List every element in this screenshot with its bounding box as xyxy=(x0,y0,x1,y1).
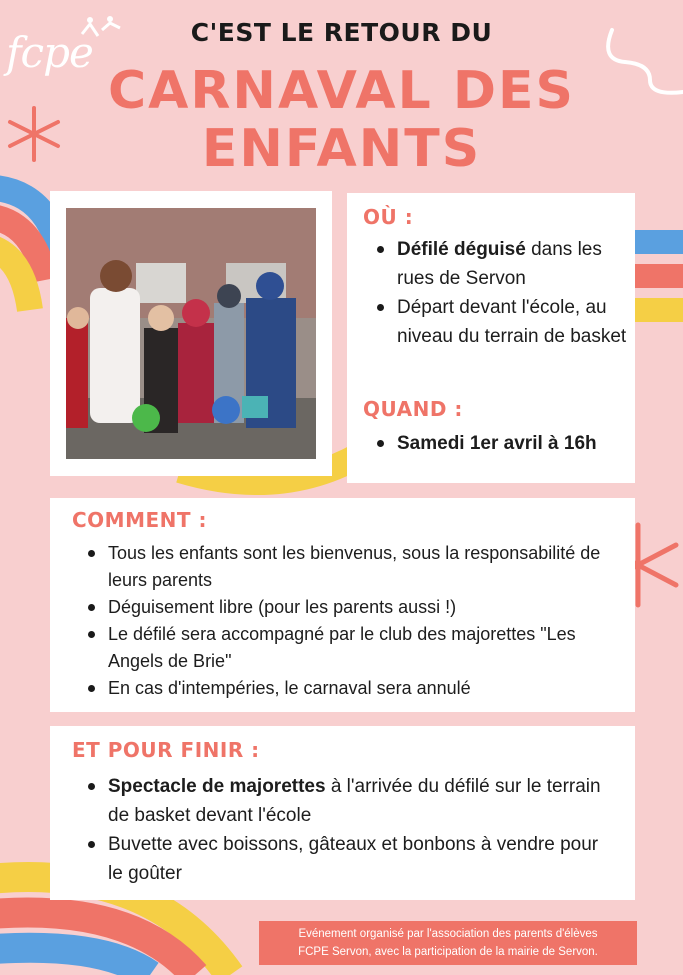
finir-heading: ET POUR FINIR : xyxy=(72,738,260,762)
list-item: En cas d'intempéries, le carnaval sera annulé xyxy=(86,675,616,702)
list-item: Le défilé sera accompagné par le club des majorettes "Les Angels de Brie" xyxy=(86,621,616,675)
list-item: Déguisement libre (pour les parents aussi !) xyxy=(86,594,616,621)
item-bold: Défilé déguisé xyxy=(397,239,526,260)
page-title xyxy=(0,62,683,178)
footer-line-2: FCPE Servon, avec la participation de la mairie de Servon. xyxy=(298,946,598,958)
list-item xyxy=(375,429,631,458)
pretitle: C'EST LE RETOUR DU xyxy=(190,18,493,47)
list-item xyxy=(86,772,616,830)
list-item xyxy=(375,235,631,293)
comment-list xyxy=(86,540,616,702)
footer-line-1: Evénement organisé par l'association des parents d'élèves xyxy=(298,928,598,940)
quand-heading: QUAND : xyxy=(363,397,463,421)
item-text: Buvette avec boissons, gâteaux et bonbons à vendre pour le goûter xyxy=(108,834,599,884)
quand-list xyxy=(375,429,631,458)
finir-card xyxy=(50,726,635,900)
title-line-2: ENFANTS xyxy=(201,119,482,179)
info-card xyxy=(347,193,635,483)
logo-text: fcpe xyxy=(6,28,93,77)
title-line-1: CARNAVAL DES xyxy=(107,61,575,121)
photo-card xyxy=(50,191,332,476)
item-text: à l'arrivée du défilé sur le terrain de basket devant l'école xyxy=(108,776,601,826)
item-bold: Spectacle de majorettes xyxy=(108,776,326,797)
item-text: dans les rues de Servon xyxy=(397,239,602,289)
finir-list xyxy=(86,772,616,888)
children-costume-photo xyxy=(66,208,316,459)
comment-heading: COMMENT : xyxy=(72,508,207,532)
comment-card xyxy=(50,498,635,712)
ou-heading: OÙ : xyxy=(363,205,414,229)
item-text: Départ devant l'école, au niveau du terrain de basket xyxy=(397,297,627,347)
organizer-footer xyxy=(259,921,637,965)
ou-list xyxy=(375,235,631,351)
item-bold: Samedi 1er avril à 16h xyxy=(397,433,597,454)
list-item xyxy=(86,830,616,888)
list-item xyxy=(375,293,631,351)
list-item: Tous les enfants sont les bienvenus, sous la responsabilité de leurs parents xyxy=(86,540,616,594)
